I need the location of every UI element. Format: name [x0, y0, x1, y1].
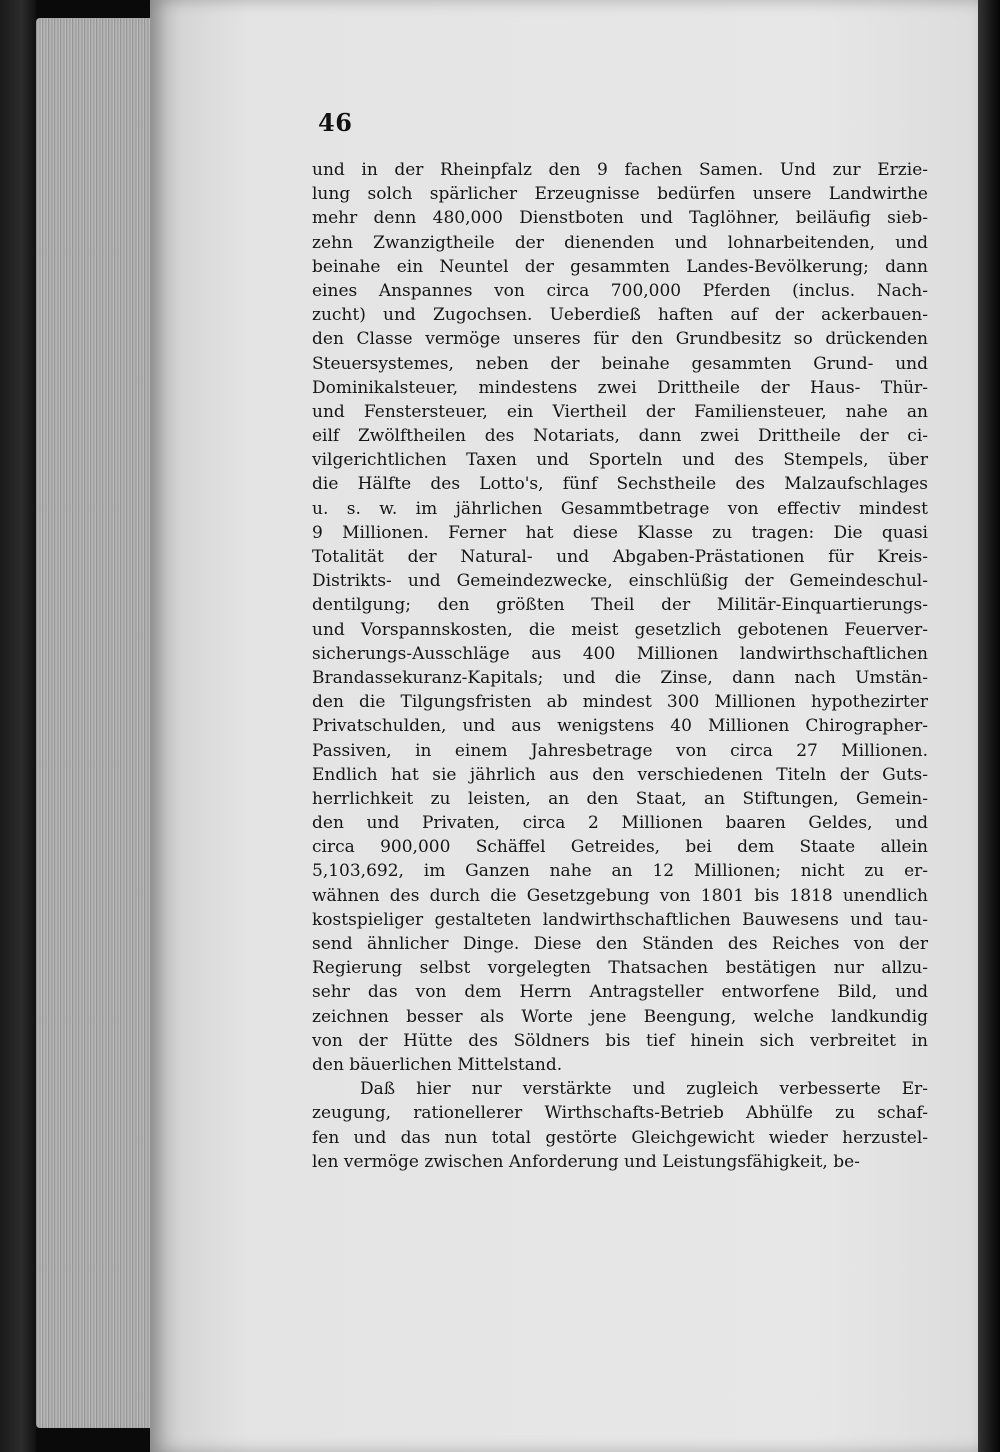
text-line: beinahe ein Neuntel der gesammten Landes-Bevölkerung; dann: [312, 256, 928, 277]
text-line: 5,103,692, im Ganzen nahe an 12 Millionen; nicht zu er-: [312, 861, 928, 882]
text-line: circa 900,000 Schäffel Getreides, bei dem Staate allein: [312, 837, 928, 858]
text-line: Endlich hat sie jährlich aus den verschiedenen Titeln der Guts-: [312, 764, 928, 785]
text-line: dentilgung; den größten Theil der Militär-Einquartierungs-: [312, 595, 928, 616]
book-cover-edge: [0, 0, 36, 1452]
text-line: die Hälfte des Lotto's, fünf Sechstheile des Malzaufschlages: [312, 474, 928, 495]
text-line: Steuersystemes, neben der beinahe gesammten Grund- und: [312, 353, 928, 374]
text-line: den die Tilgungsfristen ab mindest 300 Millionen hypothezirter: [312, 692, 928, 713]
text-line: send ähnlicher Dinge. Diese den Ständen des Reiches von der: [312, 934, 928, 954]
scan-border: [978, 0, 1000, 1452]
text-line: den Classe vermöge unseres für den Grundbesitz so drückenden: [312, 329, 928, 350]
text-line: u. s. w. im jährlichen Gesammtbetrage von effectiv mindest: [312, 498, 928, 519]
text-line: Dominikalsteuer, mindestens zwei Drittheile der Haus- Thür-: [312, 377, 928, 398]
text-line: Brandassekuranz-Kapitals; und die Zinse, dann nach Umstän-: [312, 667, 928, 688]
text-line: eilf Zwölftheilen des Notariats, dann zwei Drittheile der ci-: [312, 426, 928, 447]
text-line: von der Hütte des Söldners bis tief hinein sich verbreitet in: [312, 1030, 928, 1051]
body-text: [312, 158, 928, 1174]
text-line: vilgerichtlichen Taxen und Sporteln und des Stempels, über: [312, 450, 928, 471]
text-line: fen und das nun total gestörte Gleichgewicht wieder herzustel-: [312, 1127, 928, 1148]
text-line: wähnen des durch die Gesetzgebung von 1801 bis 1818 unendlich: [312, 885, 928, 906]
text-line: len vermöge zwischen Anforderung und Leistungsfähigkeit, be-: [312, 1151, 860, 1172]
text-line: den und Privaten, circa 2 Millionen baaren Geldes, und: [312, 813, 928, 834]
text-line: den bäuerlichen Mittelstand.: [312, 1054, 563, 1075]
text-line: Daß hier nur verstärkte und zugleich verbesserte Er-: [360, 1079, 928, 1100]
text-line: zeugung, rationellerer Wirthschafts-Betrieb Abhülfe zu schaf-: [312, 1103, 928, 1124]
text-line: und Vorspannskosten, die meist gesetzlich gebotenen Feuerver-: [312, 619, 928, 640]
text-line: herrlichkeit zu leisten, an den Staat, an Stiftungen, Gemein-: [312, 788, 928, 809]
text-line: sehr das von dem Herrn Antragsteller entworfene Bild, und: [312, 982, 928, 1003]
text-line: 9 Millionen. Ferner hat diese Klasse zu tragen: Die quasi: [312, 522, 928, 543]
text-line: und Fenstersteuer, ein Viertheil der Familiensteuer, nahe an: [312, 401, 928, 422]
text-line: und in der Rheinpfalz den 9 fachen Samen. Und zur Erzie-: [312, 160, 928, 180]
text-line: Distrikts- und Gemeindezwecke, einschlüßig der Gemeindeschul-: [312, 571, 928, 592]
text-line: mehr denn 480,000 Dienstboten und Taglöhner, beiläufig sieb-: [312, 208, 928, 229]
text-line: lung solch spärlicher Erzeugnisse bedürfen unsere Landwirthe: [312, 184, 928, 205]
text-line: eines Anspannes von circa 700,000 Pferden (inclus. Nach-: [312, 280, 928, 301]
text-line: sicherungs-Ausschläge aus 400 Millionen landwirthschaftlichen: [312, 643, 928, 664]
text-line: zucht) und Zugochsen. Ueberdieß haften auf der ackerbauen-: [312, 305, 928, 326]
text-line: kostspieliger gestalteten landwirthschaftlichen Bauwesens und tau-: [312, 909, 928, 930]
page-number: 46: [318, 108, 353, 137]
text-line: Passiven, in einem Jahresbetrage von circa 27 Millionen.: [312, 740, 928, 761]
text-line: zehn Zwanzigtheile der dienenden und lohnarbeitenden, und: [312, 232, 928, 253]
text-line: Privatschulden, und aus wenigstens 40 Millionen Chirographer-: [312, 716, 928, 737]
text-line: Regierung selbst vorgelegten Thatsachen bestätigen nur allzu-: [312, 958, 928, 979]
text-line: zeichnen besser als Worte jene Beengung, welche landkundig: [312, 1006, 928, 1027]
text-line: Totalität der Natural- und Abgaben-Prästationen für Kreis-: [312, 547, 928, 567]
